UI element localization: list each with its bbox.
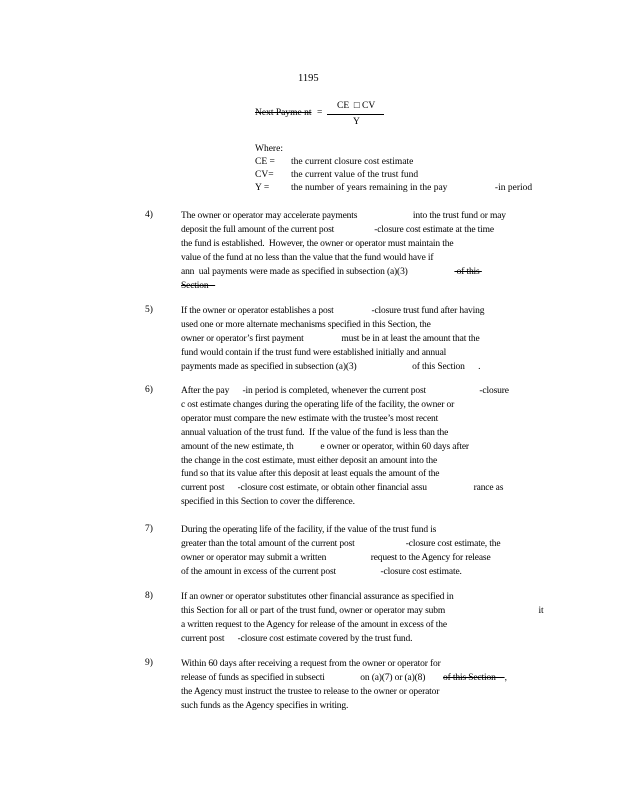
item-line — [181, 672, 507, 685]
item-line — [181, 482, 503, 495]
item-line — [181, 538, 500, 551]
line-text: the fund is established. However, the owner or operator must maintain the — [181, 238, 454, 249]
item-line — [181, 333, 480, 346]
struck-text: Section — [181, 280, 216, 291]
line-text: annual valuation of the trust fund. If the value of the fund is less than the — [181, 427, 449, 438]
line-text: a written request to the Agency for release of the amount in excess of the — [181, 619, 447, 630]
line-text: the change in the cost estimate, must either deposit an amount into the — [181, 455, 438, 466]
item-line — [181, 413, 438, 426]
formula-denominator: Y — [353, 117, 360, 127]
item-line — [181, 347, 446, 360]
line-text: ann ual payments were made as specified in subsection (a)(3) — [181, 266, 455, 277]
item-line — [181, 658, 441, 671]
line-text: operator must compare the new estimate with the trustee’s most recent — [181, 413, 439, 424]
line-text: payments made as specified in subsection (a)(3) of this Section . — [181, 361, 481, 372]
item-line — [181, 319, 431, 332]
item-line — [181, 252, 433, 265]
definition-key: Y = — [255, 183, 270, 193]
item-line — [181, 427, 448, 440]
formula-fraction-bar — [327, 114, 384, 115]
definition-value: the current closure cost estimate — [291, 157, 414, 167]
line-text: release of funds as specified in subsecti on (a)(7) or (a)(8) — [181, 672, 444, 683]
struck-text: of this — [454, 266, 482, 277]
item-line — [181, 591, 454, 604]
item-line — [181, 552, 491, 565]
item-line — [181, 619, 447, 632]
line-text: of the amount in excess of the current post -closure cost estimate. — [181, 566, 462, 577]
where-label: Where: — [255, 144, 283, 154]
item-number: 7) — [145, 524, 153, 534]
item-number: 5) — [145, 305, 153, 315]
line-text: If the owner or operator establishes a post -closure trust fund after having — [181, 306, 485, 316]
line-text: Within 60 days after receiving a request from the owner or operator for — [181, 659, 441, 669]
line-text: such funds as the Agency specifies in writing. — [181, 700, 349, 711]
item-line — [181, 238, 453, 251]
item-number: 4) — [145, 210, 153, 220]
item-number: 6) — [145, 385, 153, 395]
line-text: fund so that its value after this deposit at least equals the amount of the — [181, 469, 440, 480]
line-text: greater than the total amount of the current post -closure cost estimate, the — [181, 538, 501, 549]
item-line — [181, 361, 480, 374]
formula-lhs: Next Payme nt — [255, 108, 312, 118]
definition-key: CE = — [255, 157, 275, 167]
definition-value: the current value of the trust fund — [291, 170, 419, 180]
item-line — [181, 441, 469, 454]
item-line — [181, 686, 439, 699]
line-text: If an owner or operator substitutes other financial assurance as specified in — [181, 592, 454, 602]
item-line — [181, 224, 494, 237]
line-text: specified in this Section to cover the difference. — [181, 497, 355, 508]
item-line — [181, 210, 506, 223]
item-line — [181, 399, 454, 412]
item-line — [181, 280, 215, 293]
line-text: the Agency must instruct the trustee to release to the owner or operator — [181, 686, 440, 697]
item-line — [181, 566, 462, 579]
line-text: deposit the full amount of the current post -closure cost estimate at the time — [181, 224, 494, 235]
definition-value: the number of years remaining in the pay -in period — [291, 183, 533, 193]
line-text: amount of the new estimate, th e owner or operator, within 60 days after — [181, 441, 469, 452]
line-text: During the operating life of the facility, if the value of the trust fund is — [181, 525, 437, 535]
item-number: 9) — [145, 658, 153, 668]
line-text: , — [504, 672, 507, 683]
line-text: current post -closure cost estimate, or obtain other financial assu rance as — [181, 483, 504, 494]
item-line — [181, 305, 484, 318]
line-text: used one or more alternate mechanisms specified in this Section, the — [181, 319, 431, 330]
formula-equals: = — [317, 108, 323, 118]
formula-numerator: CE □ CV — [337, 101, 376, 111]
line-text: The owner or operator may accelerate payments into the trust fund or may — [181, 211, 506, 221]
line-text: fund would contain if the trust fund were established initially and annual — [181, 347, 447, 358]
item-number: 8) — [145, 591, 153, 601]
item-line — [181, 266, 482, 279]
item-line — [181, 468, 439, 481]
struck-text: of this Section — [443, 672, 505, 683]
item-line — [181, 633, 412, 646]
item-line — [181, 524, 436, 537]
item-line — [181, 496, 355, 509]
line-text: owner or operator may submit a written request to the Agency for release — [181, 552, 491, 563]
item-line — [181, 385, 509, 398]
line-text: this Section for all or part of the trust fund, owner or operator may subm it — [181, 605, 544, 616]
line-text: After the pay -in period is completed, whenever the current post -closure — [181, 386, 509, 396]
definition-key: CV= — [255, 170, 274, 180]
line-text: value of the fund at no less than the value that the fund would have if — [181, 252, 434, 263]
line-text: owner or operator’s first payment must be in at least the amount that the — [181, 333, 480, 344]
page-number: 1195 — [298, 73, 319, 84]
line-text: c ost estimate changes during the operating life of the facility, the owner or — [181, 399, 455, 410]
item-line — [181, 605, 544, 618]
item-line — [181, 455, 437, 468]
item-line — [181, 700, 348, 713]
line-text: current post -closure cost estimate covered by the trust fund. — [181, 633, 413, 644]
